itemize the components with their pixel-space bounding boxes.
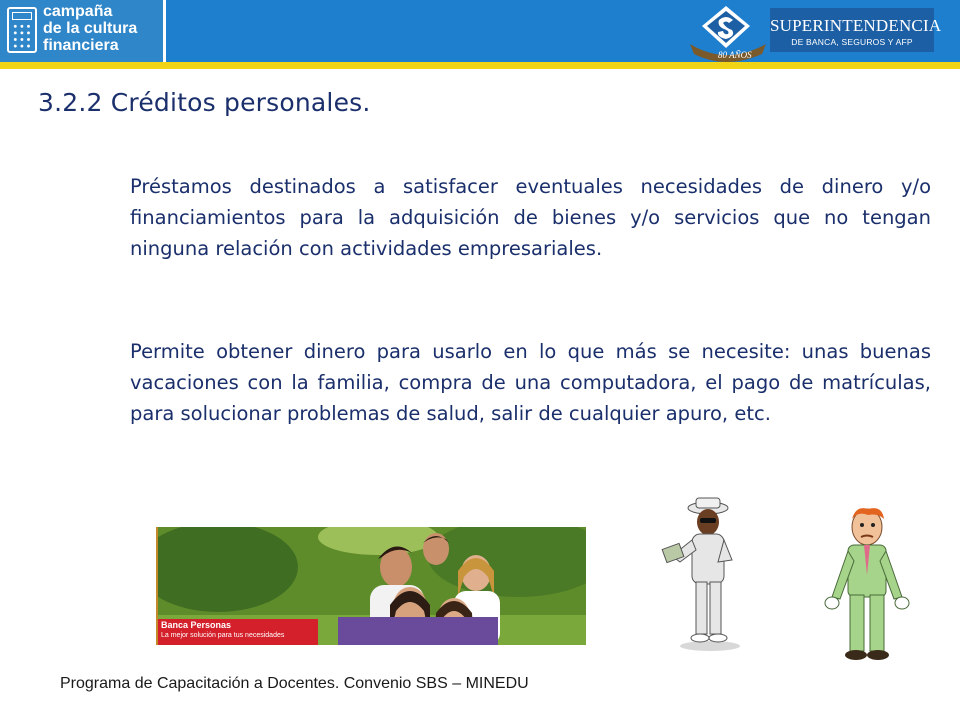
man-empty-pockets-figure bbox=[812, 505, 922, 665]
banner-subtitle: La mejor solución para tus necesidades bbox=[161, 632, 285, 639]
campaign-line-2: de la cultura bbox=[43, 20, 138, 37]
paragraph-definition: Préstamos destinados a satisfacer eventuales necesidades de dinero y/o financiamientos para la adquisición de bienes y/o servicios que no tengan ninguna relación con actividades empresariales. bbox=[130, 175, 931, 260]
header-yellow-rule bbox=[0, 62, 960, 69]
campaign-logo-text bbox=[43, 3, 163, 54]
campaign-logo bbox=[0, 0, 166, 62]
campaign-line-3: financiera bbox=[43, 37, 119, 54]
man-with-money-figure bbox=[658, 496, 754, 652]
campaign-line-1: campaña bbox=[43, 3, 113, 20]
banca-personas-banner bbox=[156, 527, 586, 645]
anniversary-badge-text: 80 AÑOS bbox=[718, 50, 752, 60]
banner-title: Banca Personas bbox=[161, 620, 232, 630]
footer-text: Programa de Capacitación a Docentes. Convenio SBS – MINEDU bbox=[60, 675, 529, 692]
sbs-wordmark bbox=[770, 8, 942, 52]
sbs-emblem-icon bbox=[686, 4, 770, 62]
org-name: SUPERINTENDENCIA bbox=[770, 16, 942, 35]
org-subtitle: DE BANCA, SEGUROS Y AFP bbox=[791, 37, 913, 47]
calculator-icon bbox=[7, 7, 37, 53]
paragraph-uses: Permite obtener dinero para usarlo en lo que más se necesite: unas buenas vacaciones con la familia, compra de una computadora, el pago de matrículas, para solucionar problemas de salud, salir de cualquier apuro, etc. bbox=[130, 340, 931, 425]
banner-caption bbox=[158, 619, 318, 645]
slide-title: 3.2.2 Créditos personales. bbox=[38, 88, 371, 117]
